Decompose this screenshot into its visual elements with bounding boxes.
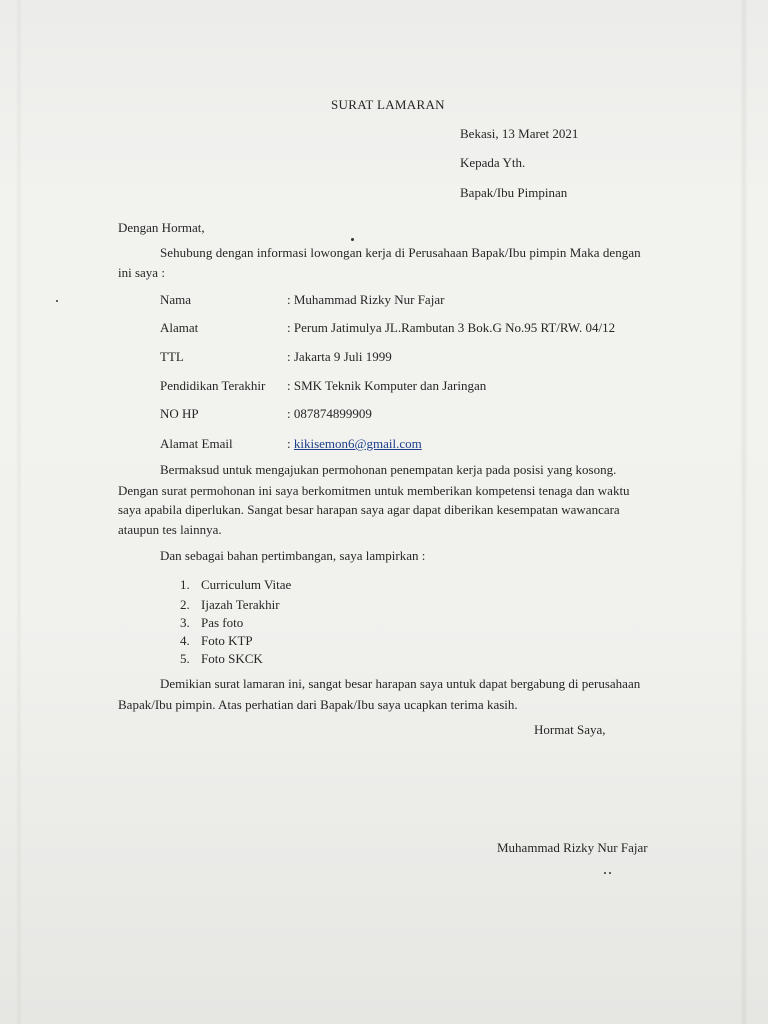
attachment-number: 5. bbox=[180, 651, 190, 666]
detail-label-nama: Nama bbox=[160, 292, 192, 307]
ink-speck bbox=[604, 872, 606, 874]
detail-label-pendidikan: Pendidikan Terakhir bbox=[160, 378, 266, 393]
recipient-line-1: Kepada Yth. bbox=[460, 155, 526, 170]
intro-line-1: Sehubung dengan informasi lowongan kerja di Perusahaan Bapak/Ibu pimpin Maka dengan bbox=[160, 245, 641, 260]
letter-title: SURAT LAMARAN bbox=[331, 97, 445, 112]
attachment-number: 1. bbox=[180, 577, 190, 592]
detail-label-alamat: Alamat bbox=[160, 320, 199, 335]
salutation: Dengan Hormat, bbox=[118, 220, 205, 235]
detail-value-nama: : Muhammad Rizky Nur Fajar bbox=[287, 292, 445, 307]
email-link[interactable]: kikisemon6@gmail.com bbox=[293, 436, 422, 451]
attachments-intro: Dan sebagai bahan pertimbangan, saya lampirkan : bbox=[160, 548, 426, 563]
signer-name: Muhammad Rizky Nur Fajar bbox=[497, 840, 648, 855]
paper-crease-right bbox=[740, 0, 748, 1024]
body-line-2: Dengan surat permohonan ini saya berkomitmen untuk memberikan kompetensi tenaga dan waktu bbox=[118, 483, 630, 498]
attachment-number: 3. bbox=[180, 615, 190, 630]
detail-value-pendidikan: : SMK Teknik Komputer dan Jaringan bbox=[287, 378, 487, 393]
body-line-1: Bermaksud untuk mengajukan permohonan penempatan kerja pada posisi yang kosong. bbox=[160, 462, 617, 477]
ink-speck bbox=[609, 872, 611, 874]
detail-label-ttl: TTL bbox=[160, 349, 184, 364]
paper-crease-left bbox=[16, 0, 22, 1024]
detail-value-email bbox=[287, 436, 422, 452]
detail-value-ttl: : Jakarta 9 Juli 1999 bbox=[287, 349, 392, 364]
attachment-item: Foto KTP bbox=[201, 633, 253, 648]
closing-line-1: Demikian surat lamaran ini, sangat besar harapan saya untuk dapat bergabung di perusahaan bbox=[160, 676, 641, 691]
body-line-4: ataupun tes lainnya. bbox=[118, 522, 222, 537]
detail-label-no-hp: NO HP bbox=[160, 406, 199, 421]
intro-line-2: ini saya : bbox=[118, 265, 165, 280]
closing-line-2: Bapak/Ibu pimpin. Atas perhatian dari Bapak/Ibu saya ucapkan terima kasih. bbox=[118, 697, 518, 712]
place-date: Bekasi, 13 Maret 2021 bbox=[460, 126, 579, 141]
attachment-number: 4. bbox=[180, 633, 190, 648]
complimentary-close: Hormat Saya, bbox=[534, 722, 606, 737]
detail-value-no-hp: : 087874899909 bbox=[287, 406, 372, 421]
body-line-3: saya apabila diperlukan. Sangat besar harapan saya agar dapat diberikan kesempatan wawancara bbox=[118, 502, 620, 517]
attachment-item: Foto SKCK bbox=[201, 651, 263, 666]
detail-label-email: Alamat Email bbox=[160, 436, 233, 451]
recipient-line-2: Bapak/Ibu Pimpinan bbox=[460, 185, 568, 200]
email-prefix: : bbox=[287, 436, 294, 451]
attachment-item: Pas foto bbox=[201, 615, 244, 630]
attachment-item: Curriculum Vitae bbox=[201, 577, 292, 592]
attachment-number: 2. bbox=[180, 597, 190, 612]
ink-speck bbox=[351, 238, 354, 241]
attachment-item: Ijazah Terakhir bbox=[201, 597, 280, 612]
detail-value-alamat: : Perum Jatimulya JL.Rambutan 3 Bok.G No.95 RT/RW. 04/12 bbox=[287, 320, 616, 335]
ink-speck bbox=[56, 300, 58, 302]
